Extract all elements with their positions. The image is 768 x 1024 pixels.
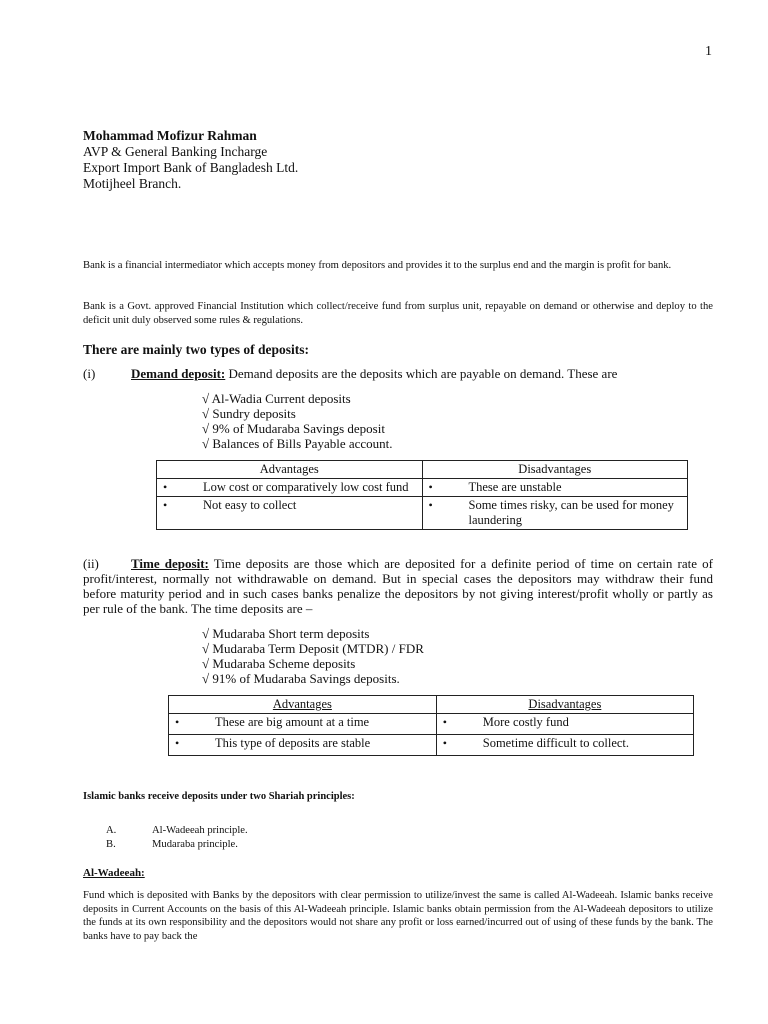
advantage-text: This type of deposits are stable	[215, 736, 371, 750]
table-header-row	[157, 461, 688, 479]
author-title: AVP & General Banking Incharge	[83, 144, 268, 159]
list-item: √ Mudaraba Term Deposit (MTDR) / FDR	[202, 641, 424, 656]
bullet: •	[442, 736, 447, 750]
demand-number: (i)	[83, 366, 96, 381]
list-item	[106, 838, 248, 852]
disadvantages-header-text: Disadvantages	[528, 697, 602, 711]
advantages-header: Advantages	[157, 461, 423, 479]
demand-text: Demand deposits are the deposits which are payable on demand. These are	[225, 366, 618, 381]
disadvantages-header	[436, 696, 693, 714]
advantage-cell	[157, 479, 423, 497]
bullet: •	[428, 498, 433, 512]
principle-letter: B.	[106, 838, 116, 850]
author-block	[83, 128, 298, 192]
principle-letter: A.	[106, 825, 117, 836]
advantages-header	[169, 696, 437, 714]
disadvantage-cell	[436, 735, 693, 756]
advantage-cell	[169, 714, 437, 735]
deposit-types-heading: There are mainly two types of deposits:	[83, 342, 309, 357]
advantage-text: Not easy to collect	[203, 498, 297, 512]
advantage-text: These are big amount at a time	[215, 715, 370, 729]
al-wadeeah-paragraph: Fund which is deposited with Banks by the depositors with clear permission to utilize/invest the same is called Al-Wadeeah. Islamic banks receive deposits in Current Accounts on the basis of this Al-Wadeeah principle. Islamic banks obtain permission from the Al-Wadeeah depositors to utilize the funds at its own responsibility and the depositors would not share any profit or loss earned/incurred out of using of these funds by the bank. The banks have to pay back the	[83, 890, 713, 942]
demand-term: Demand deposit:	[131, 366, 226, 381]
bullet: •	[428, 480, 433, 494]
disadvantage-cell	[422, 479, 688, 497]
list-item: √ Mudaraba Short term deposits	[202, 626, 370, 641]
author-branch: Motijheel Branch.	[83, 176, 182, 191]
disadvantage-text: Sometime difficult to collect.	[482, 736, 630, 750]
advantages-header-text: Advantages	[272, 697, 332, 711]
time-deposit-definition	[83, 556, 713, 616]
table-row	[157, 497, 688, 530]
table-row	[169, 714, 694, 735]
definition-paragraph-2: Bank is a Govt. approved Financial Institution which collect/receive fund from surplus unit, repayable on demand or otherwise and deploy to the deficit unit duly observed some rules & regulations.	[83, 301, 713, 326]
table-header-row	[169, 696, 694, 714]
bullet: •	[163, 498, 168, 512]
principle-text: Al-Wadeeah principle.	[152, 825, 248, 836]
principle-text: Mudaraba principle.	[152, 838, 238, 850]
list-item: √ Balances of Bills Payable account.	[202, 436, 393, 451]
author-name: Mohammad Mofizur Rahman	[83, 128, 257, 143]
time-deposit-table	[168, 695, 694, 756]
disadvantage-cell	[436, 714, 693, 735]
time-text: Time deposits are those which are deposited for a definite period of time on certain rate of profit/interest, normally not withdrawable on demand. But in special cases the depositors may withdraw their fund before maturity period and in such cases banks penalize the depositors by not giving interest/profit wholly or partly as per rule of the bank. The time deposits are –	[83, 556, 713, 616]
list-item	[106, 824, 248, 838]
disadvantage-text: Some times risky, can be used for money laundering	[468, 498, 674, 527]
table-row	[157, 479, 688, 497]
definition-paragraph-1: Bank is a financial intermediator which accepts money from depositors and provides it to the surplus end and the margin is profit for bank.	[83, 260, 672, 271]
disadvantage-text: More costly fund	[482, 715, 569, 729]
shariah-principles-heading: Islamic banks receive deposits under two Shariah principles:	[83, 791, 355, 802]
demand-deposit-table	[156, 460, 688, 530]
bullet: •	[163, 480, 168, 494]
bullet: •	[175, 715, 180, 729]
bullet: •	[175, 736, 180, 750]
demand-deposit-definition	[83, 366, 713, 381]
demand-deposit-list	[202, 391, 393, 451]
time-deposit-list	[202, 626, 424, 686]
al-wadeeah-heading: Al-Wadeeah:	[83, 867, 145, 879]
principles-list	[106, 824, 248, 851]
table-row	[169, 735, 694, 756]
advantage-cell	[169, 735, 437, 756]
advantage-text: Low cost or comparatively low cost fund	[203, 480, 409, 494]
page-number: 1	[705, 44, 712, 59]
list-item: √ Mudaraba Scheme deposits	[202, 656, 356, 671]
time-number: (ii)	[83, 556, 99, 571]
time-term: Time deposit:	[131, 556, 209, 571]
list-item: √ 91% of Mudaraba Savings deposits.	[202, 671, 400, 686]
author-bank: Export Import Bank of Bangladesh Ltd.	[83, 160, 299, 175]
list-item: √ 9% of Mudaraba Savings deposit	[202, 421, 385, 436]
list-item: √ Al-Wadia Current deposits	[202, 391, 351, 406]
list-item: √ Sundry deposits	[202, 406, 296, 421]
disadvantage-text: These are unstable	[468, 480, 562, 494]
bullet: •	[442, 715, 447, 729]
advantage-cell	[157, 497, 423, 530]
disadvantages-header: Disadvantages	[422, 461, 688, 479]
disadvantage-cell	[422, 497, 688, 530]
